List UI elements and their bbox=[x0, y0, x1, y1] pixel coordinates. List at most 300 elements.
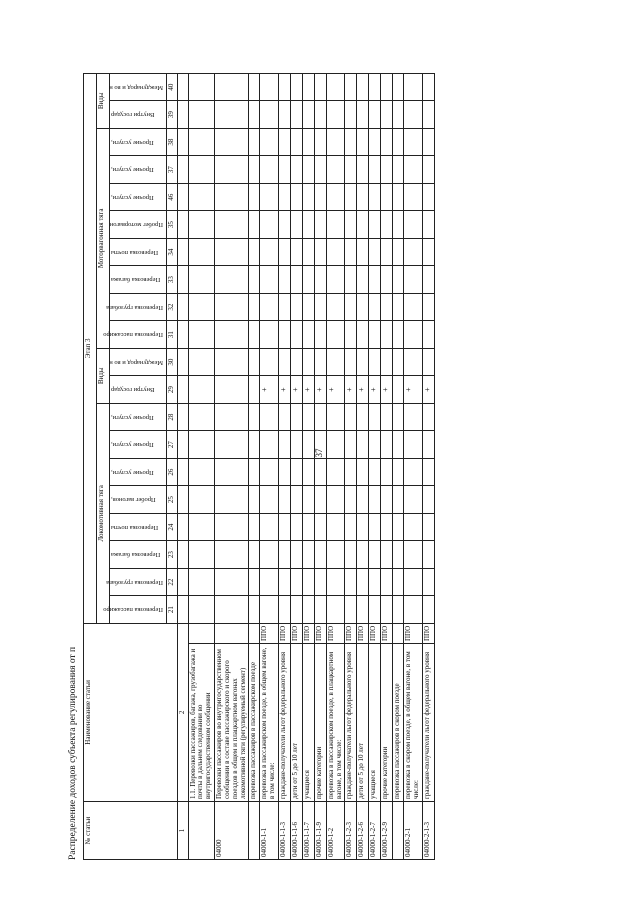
row-empty-cell bbox=[393, 486, 404, 514]
row-empty-cell bbox=[278, 431, 290, 459]
row-empty-cell bbox=[278, 568, 290, 596]
row-empty-cell bbox=[249, 596, 260, 624]
row-domestic-mark bbox=[215, 376, 249, 404]
row-empty-cell bbox=[381, 101, 393, 129]
row-empty-cell bbox=[215, 266, 249, 294]
table-row bbox=[404, 73, 423, 859]
row-domestic-mark: + bbox=[302, 376, 314, 404]
row-empty-cell bbox=[404, 568, 423, 596]
row-empty-cell bbox=[249, 513, 260, 541]
row-empty-cell bbox=[215, 403, 249, 431]
row-empty-cell bbox=[404, 101, 423, 129]
row-empty-cell bbox=[369, 541, 381, 569]
header-motor-column-text: Прочие услуги, bbox=[111, 193, 154, 201]
row-empty-cell bbox=[302, 403, 314, 431]
header-stage: Этап 3 bbox=[84, 73, 97, 623]
row-domestic-mark: + bbox=[404, 376, 423, 404]
row-empty-cell bbox=[290, 101, 302, 129]
row-name: дети от 5 до 10 лет bbox=[290, 644, 302, 802]
row-empty-cell bbox=[345, 266, 357, 294]
row-empty-cell bbox=[188, 293, 214, 321]
row-empty-cell bbox=[404, 183, 423, 211]
row-empty-cell bbox=[369, 458, 381, 486]
table-row bbox=[278, 73, 290, 859]
row-empty-cell bbox=[345, 568, 357, 596]
row-empty-cell bbox=[290, 266, 302, 294]
row-empty-cell bbox=[422, 101, 434, 129]
row-empty-cell bbox=[345, 513, 357, 541]
row-empty-cell bbox=[260, 596, 279, 624]
row-empty-cell bbox=[215, 73, 249, 101]
index-empty-cell bbox=[177, 376, 188, 404]
row-empty-cell bbox=[345, 458, 357, 486]
row-empty-cell bbox=[345, 238, 357, 266]
row-empty-cell bbox=[314, 128, 326, 156]
row-empty-cell bbox=[357, 431, 369, 459]
row-empty-cell bbox=[381, 211, 393, 239]
row-empty-cell bbox=[357, 458, 369, 486]
row-empty-cell bbox=[314, 486, 326, 514]
table-row bbox=[314, 73, 326, 859]
row-empty-cell bbox=[422, 568, 434, 596]
row-empty-cell bbox=[188, 596, 214, 624]
row-empty-cell bbox=[188, 238, 214, 266]
row-empty-cell bbox=[357, 486, 369, 514]
row-empty-cell bbox=[381, 403, 393, 431]
header-loco-column-text: Перевозка почты bbox=[111, 523, 159, 531]
row-empty-cell bbox=[393, 541, 404, 569]
row-empty-cell bbox=[290, 403, 302, 431]
header-group-types-loco: Виды bbox=[97, 348, 110, 403]
header-loco-column-text: Прочие услуги, bbox=[111, 441, 154, 449]
row-empty-cell bbox=[278, 101, 290, 129]
row-empty-cell bbox=[326, 238, 345, 266]
row-empty-cell bbox=[381, 266, 393, 294]
header-loco-column-text: Перевозка пассажиро bbox=[103, 606, 163, 614]
row-empty-cell bbox=[393, 266, 404, 294]
table-row bbox=[345, 73, 357, 859]
row-empty-cell bbox=[381, 156, 393, 184]
row-empty-cell bbox=[302, 211, 314, 239]
row-empty-cell bbox=[345, 183, 357, 211]
row-empty-cell bbox=[260, 211, 279, 239]
row-empty-cell bbox=[215, 101, 249, 129]
row-empty-cell bbox=[314, 431, 326, 459]
row-unit: ППО bbox=[357, 623, 369, 643]
row-empty-cell bbox=[422, 431, 434, 459]
row-unit bbox=[188, 623, 214, 643]
header-loco-column bbox=[106, 568, 167, 596]
header-column-index: 21 bbox=[167, 596, 178, 624]
header-loco-column-text: Внутри государ bbox=[111, 386, 155, 394]
row-empty-cell bbox=[290, 513, 302, 541]
row-empty-cell bbox=[393, 431, 404, 459]
row-empty-cell bbox=[326, 101, 345, 129]
row-empty-cell bbox=[357, 321, 369, 349]
header-motor-column-text: Внутри государ bbox=[111, 111, 155, 119]
row-empty-cell bbox=[249, 431, 260, 459]
row-empty-cell bbox=[393, 101, 404, 129]
header-motor-column-text: Перевозка грузобага bbox=[106, 303, 163, 311]
row-code: 04000-1-2 bbox=[326, 802, 345, 860]
index-empty-cell bbox=[177, 431, 188, 459]
row-empty-cell bbox=[314, 266, 326, 294]
index-empty-cell bbox=[177, 348, 188, 376]
table-row bbox=[326, 73, 345, 859]
header-column-index: 27 bbox=[167, 431, 178, 459]
row-empty-cell bbox=[422, 596, 434, 624]
row-empty-cell bbox=[302, 513, 314, 541]
header-column-index: 31 bbox=[167, 321, 178, 349]
row-unit bbox=[393, 623, 404, 643]
row-empty-cell bbox=[278, 403, 290, 431]
row-empty-cell bbox=[215, 596, 249, 624]
index-empty-cell bbox=[177, 266, 188, 294]
header-motor-column-text: Пробег моторвагон bbox=[109, 221, 163, 229]
header-motor-column bbox=[106, 293, 167, 321]
row-empty-cell bbox=[381, 596, 393, 624]
header-motor-column-text: Прочие услуги, bbox=[111, 166, 154, 174]
row-empty-cell bbox=[302, 73, 314, 101]
row-empty-cell bbox=[381, 486, 393, 514]
row-empty-cell bbox=[302, 348, 314, 376]
row-domestic-mark bbox=[188, 376, 214, 404]
row-unit: ППО bbox=[260, 623, 279, 643]
row-empty-cell bbox=[290, 73, 302, 101]
row-empty-cell bbox=[357, 101, 369, 129]
row-empty-cell bbox=[249, 211, 260, 239]
row-name: перевозка в скором поезде, в общем вагоне, в том числе: bbox=[404, 644, 423, 802]
row-empty-cell bbox=[260, 513, 279, 541]
header-motor-column bbox=[103, 321, 167, 349]
row-empty-cell bbox=[314, 403, 326, 431]
row-empty-cell bbox=[381, 128, 393, 156]
header-article-number: № статьи bbox=[84, 802, 178, 860]
header-motor-column bbox=[110, 266, 167, 294]
row-empty-cell bbox=[215, 513, 249, 541]
row-code: 04000-1-1-6 bbox=[290, 802, 302, 860]
row-empty-cell bbox=[260, 403, 279, 431]
row-empty-cell bbox=[369, 348, 381, 376]
row-empty-cell bbox=[369, 266, 381, 294]
index-empty-cell bbox=[177, 541, 188, 569]
table-row bbox=[249, 73, 260, 859]
header-loco-column bbox=[110, 458, 167, 486]
index-empty-cell bbox=[177, 458, 188, 486]
row-empty-cell bbox=[215, 238, 249, 266]
row-empty-cell bbox=[369, 293, 381, 321]
row-empty-cell bbox=[357, 513, 369, 541]
row-empty-cell bbox=[302, 541, 314, 569]
row-empty-cell bbox=[357, 211, 369, 239]
row-name: учащиеся bbox=[302, 644, 314, 802]
row-empty-cell bbox=[188, 486, 214, 514]
row-empty-cell bbox=[422, 211, 434, 239]
row-empty-cell bbox=[290, 458, 302, 486]
row-empty-cell bbox=[404, 513, 423, 541]
row-empty-cell bbox=[249, 458, 260, 486]
row-empty-cell bbox=[278, 513, 290, 541]
row-code: 04000-1-1-3 bbox=[278, 802, 290, 860]
row-empty-cell bbox=[345, 403, 357, 431]
row-empty-cell bbox=[249, 73, 260, 101]
row-empty-cell bbox=[404, 596, 423, 624]
row-empty-cell bbox=[381, 293, 393, 321]
row-code: 04000-1-1-7 bbox=[302, 802, 314, 860]
row-empty-cell bbox=[290, 321, 302, 349]
row-empty-cell bbox=[369, 403, 381, 431]
row-empty-cell bbox=[302, 596, 314, 624]
row-domestic-mark: + bbox=[326, 376, 345, 404]
header-column-index: 28 bbox=[167, 403, 178, 431]
header-column-index: 32 bbox=[167, 293, 178, 321]
row-empty-cell bbox=[393, 348, 404, 376]
row-empty-cell bbox=[369, 211, 381, 239]
row-empty-cell bbox=[369, 128, 381, 156]
row-code: 04000-1-2-3 bbox=[345, 802, 357, 860]
row-empty-cell bbox=[260, 458, 279, 486]
table-title: Распределение доходов субъекта регулирования от п bbox=[68, 646, 78, 860]
row-empty-cell bbox=[249, 101, 260, 129]
row-code: 04000-1-2-7 bbox=[369, 802, 381, 860]
row-name: прочие категории bbox=[314, 644, 326, 802]
row-empty-cell bbox=[422, 128, 434, 156]
row-empty-cell bbox=[404, 266, 423, 294]
row-empty-cell bbox=[393, 596, 404, 624]
row-empty-cell bbox=[326, 403, 345, 431]
row-empty-cell bbox=[260, 293, 279, 321]
row-name: учащиеся bbox=[369, 644, 381, 802]
row-empty-cell bbox=[278, 73, 290, 101]
row-name: перевозка в пассажирском поезде, в плацкартном вагоне, в том числе: bbox=[326, 644, 345, 802]
header-motor-column-text: Перевозка пассажиро bbox=[103, 331, 163, 339]
row-empty-cell bbox=[290, 348, 302, 376]
row-empty-cell bbox=[393, 403, 404, 431]
row-empty-cell bbox=[215, 156, 249, 184]
row-empty-cell bbox=[260, 348, 279, 376]
row-empty-cell bbox=[249, 568, 260, 596]
row-name: дети от 5 до 10 лет bbox=[357, 644, 369, 802]
header-column-index: 23 bbox=[167, 541, 178, 569]
header-column-index: 30 bbox=[167, 348, 178, 376]
row-empty-cell bbox=[357, 348, 369, 376]
row-empty-cell bbox=[249, 321, 260, 349]
row-empty-cell bbox=[290, 156, 302, 184]
row-empty-cell bbox=[404, 293, 423, 321]
row-empty-cell bbox=[404, 156, 423, 184]
row-name: перевозка в пассажирском поезде, в общем вагоне, в том числе: bbox=[260, 644, 279, 802]
row-empty-cell bbox=[302, 568, 314, 596]
row-empty-cell bbox=[290, 596, 302, 624]
row-empty-cell bbox=[260, 486, 279, 514]
row-empty-cell bbox=[369, 568, 381, 596]
header-loco-column-text: Перевозка багажа bbox=[111, 551, 161, 559]
index-empty-cell bbox=[177, 596, 188, 624]
row-empty-cell bbox=[215, 458, 249, 486]
row-empty-cell bbox=[345, 541, 357, 569]
row-empty-cell bbox=[381, 73, 393, 101]
row-empty-cell bbox=[369, 73, 381, 101]
row-empty-cell bbox=[278, 486, 290, 514]
row-empty-cell bbox=[215, 431, 249, 459]
row-empty-cell bbox=[369, 486, 381, 514]
row-domestic-mark: + bbox=[314, 376, 326, 404]
row-empty-cell bbox=[393, 293, 404, 321]
header-group-motor: Моторвагонная тяга bbox=[97, 128, 110, 348]
row-empty-cell bbox=[422, 266, 434, 294]
row-empty-cell bbox=[290, 238, 302, 266]
row-empty-cell bbox=[393, 73, 404, 101]
row-empty-cell bbox=[345, 486, 357, 514]
row-empty-cell bbox=[302, 321, 314, 349]
header-loco-column bbox=[110, 486, 167, 514]
row-code: 04000-1-1 bbox=[260, 802, 279, 860]
row-empty-cell bbox=[357, 403, 369, 431]
row-empty-cell bbox=[314, 101, 326, 129]
rotated-table-sheet bbox=[65, 70, 575, 860]
row-empty-cell bbox=[302, 486, 314, 514]
row-empty-cell bbox=[357, 266, 369, 294]
row-unit: ППО bbox=[314, 623, 326, 643]
table-row bbox=[302, 73, 314, 859]
row-empty-cell bbox=[314, 156, 326, 184]
row-domestic-mark: + bbox=[369, 376, 381, 404]
row-empty-cell bbox=[381, 513, 393, 541]
row-code: 04000-2-1 bbox=[404, 802, 423, 860]
table-row bbox=[188, 73, 214, 859]
row-empty-cell bbox=[188, 211, 214, 239]
row-empty-cell bbox=[422, 183, 434, 211]
row-empty-cell bbox=[260, 156, 279, 184]
row-empty-cell bbox=[278, 183, 290, 211]
row-empty-cell bbox=[302, 458, 314, 486]
header-motor-column bbox=[110, 101, 167, 129]
row-name: Перевозки пассажиров во внутригосударственном сообщении в составе пассажирского и скорого поездов в общем и плацкартном вагонах локомотивной тяги (регулируемый сегмент) bbox=[215, 644, 249, 802]
row-empty-cell bbox=[326, 156, 345, 184]
row-empty-cell bbox=[369, 321, 381, 349]
row-empty-cell bbox=[215, 183, 249, 211]
row-empty-cell bbox=[314, 73, 326, 101]
row-empty-cell bbox=[314, 513, 326, 541]
row-empty-cell bbox=[260, 266, 279, 294]
row-empty-cell bbox=[314, 596, 326, 624]
table-row bbox=[357, 73, 369, 859]
row-empty-cell bbox=[290, 568, 302, 596]
row-empty-cell bbox=[188, 266, 214, 294]
header-column-index: 37 bbox=[167, 156, 178, 184]
row-empty-cell bbox=[326, 596, 345, 624]
row-empty-cell bbox=[290, 431, 302, 459]
row-empty-cell bbox=[422, 321, 434, 349]
row-empty-cell bbox=[314, 458, 326, 486]
header-group-locomotive: Локомотивная тяга bbox=[97, 403, 110, 623]
row-empty-cell bbox=[393, 458, 404, 486]
row-code bbox=[249, 802, 260, 860]
row-empty-cell bbox=[345, 293, 357, 321]
header-column-index: 26 bbox=[167, 458, 178, 486]
row-empty-cell bbox=[278, 156, 290, 184]
index-empty-cell bbox=[177, 513, 188, 541]
row-empty-cell bbox=[345, 211, 357, 239]
row-empty-cell bbox=[249, 486, 260, 514]
header-article-name: Наименование статьи bbox=[84, 623, 178, 801]
row-empty-cell bbox=[215, 568, 249, 596]
row-empty-cell bbox=[326, 73, 345, 101]
row-empty-cell bbox=[381, 568, 393, 596]
row-name: перевозка пассажиров в пассажирском поезде bbox=[249, 644, 260, 802]
row-empty-cell bbox=[302, 183, 314, 211]
row-empty-cell bbox=[215, 486, 249, 514]
row-code: 04000-1-1-9 bbox=[314, 802, 326, 860]
row-empty-cell bbox=[260, 73, 279, 101]
row-empty-cell bbox=[326, 348, 345, 376]
row-domestic-mark: + bbox=[260, 376, 279, 404]
row-domestic-mark bbox=[393, 376, 404, 404]
index-empty-cell bbox=[177, 156, 188, 184]
index-empty-cell bbox=[177, 321, 188, 349]
row-empty-cell bbox=[302, 293, 314, 321]
row-empty-cell bbox=[326, 293, 345, 321]
row-domestic-mark: + bbox=[345, 376, 357, 404]
row-empty-cell bbox=[326, 183, 345, 211]
row-empty-cell bbox=[260, 321, 279, 349]
row-empty-cell bbox=[188, 183, 214, 211]
header-column-index: 39 bbox=[167, 101, 178, 129]
row-empty-cell bbox=[314, 568, 326, 596]
row-empty-cell bbox=[215, 293, 249, 321]
row-unit: ППО bbox=[404, 623, 423, 643]
row-empty-cell bbox=[393, 211, 404, 239]
header-loco-column bbox=[110, 348, 167, 376]
row-empty-cell bbox=[188, 513, 214, 541]
row-empty-cell bbox=[249, 403, 260, 431]
row-empty-cell bbox=[249, 348, 260, 376]
row-empty-cell bbox=[422, 348, 434, 376]
index-empty-cell bbox=[177, 293, 188, 321]
row-empty-cell bbox=[422, 458, 434, 486]
row-empty-cell bbox=[357, 293, 369, 321]
row-empty-cell bbox=[369, 513, 381, 541]
row-empty-cell bbox=[357, 238, 369, 266]
row-empty-cell bbox=[249, 156, 260, 184]
row-empty-cell bbox=[278, 238, 290, 266]
row-empty-cell bbox=[369, 431, 381, 459]
row-domestic-mark: + bbox=[422, 376, 434, 404]
table-row bbox=[381, 73, 393, 859]
row-empty-cell bbox=[188, 101, 214, 129]
row-empty-cell bbox=[326, 568, 345, 596]
row-empty-cell bbox=[188, 321, 214, 349]
header-motor-column bbox=[110, 73, 167, 101]
row-empty-cell bbox=[422, 73, 434, 101]
header-motor-column bbox=[110, 183, 167, 211]
row-empty-cell bbox=[278, 321, 290, 349]
header-column-index: 33 bbox=[167, 266, 178, 294]
row-empty-cell bbox=[393, 568, 404, 596]
table-row bbox=[290, 73, 302, 859]
row-name: граждане-получатели льгот федерального уровня bbox=[422, 644, 434, 802]
header-loco-column bbox=[103, 596, 167, 624]
row-empty-cell bbox=[215, 211, 249, 239]
row-empty-cell bbox=[278, 211, 290, 239]
header-motor-column bbox=[110, 156, 167, 184]
row-empty-cell bbox=[326, 458, 345, 486]
index-empty-cell bbox=[177, 73, 188, 101]
row-empty-cell bbox=[393, 156, 404, 184]
row-empty-cell bbox=[393, 128, 404, 156]
row-empty-cell bbox=[345, 156, 357, 184]
row-name: прочие категории bbox=[381, 644, 393, 802]
